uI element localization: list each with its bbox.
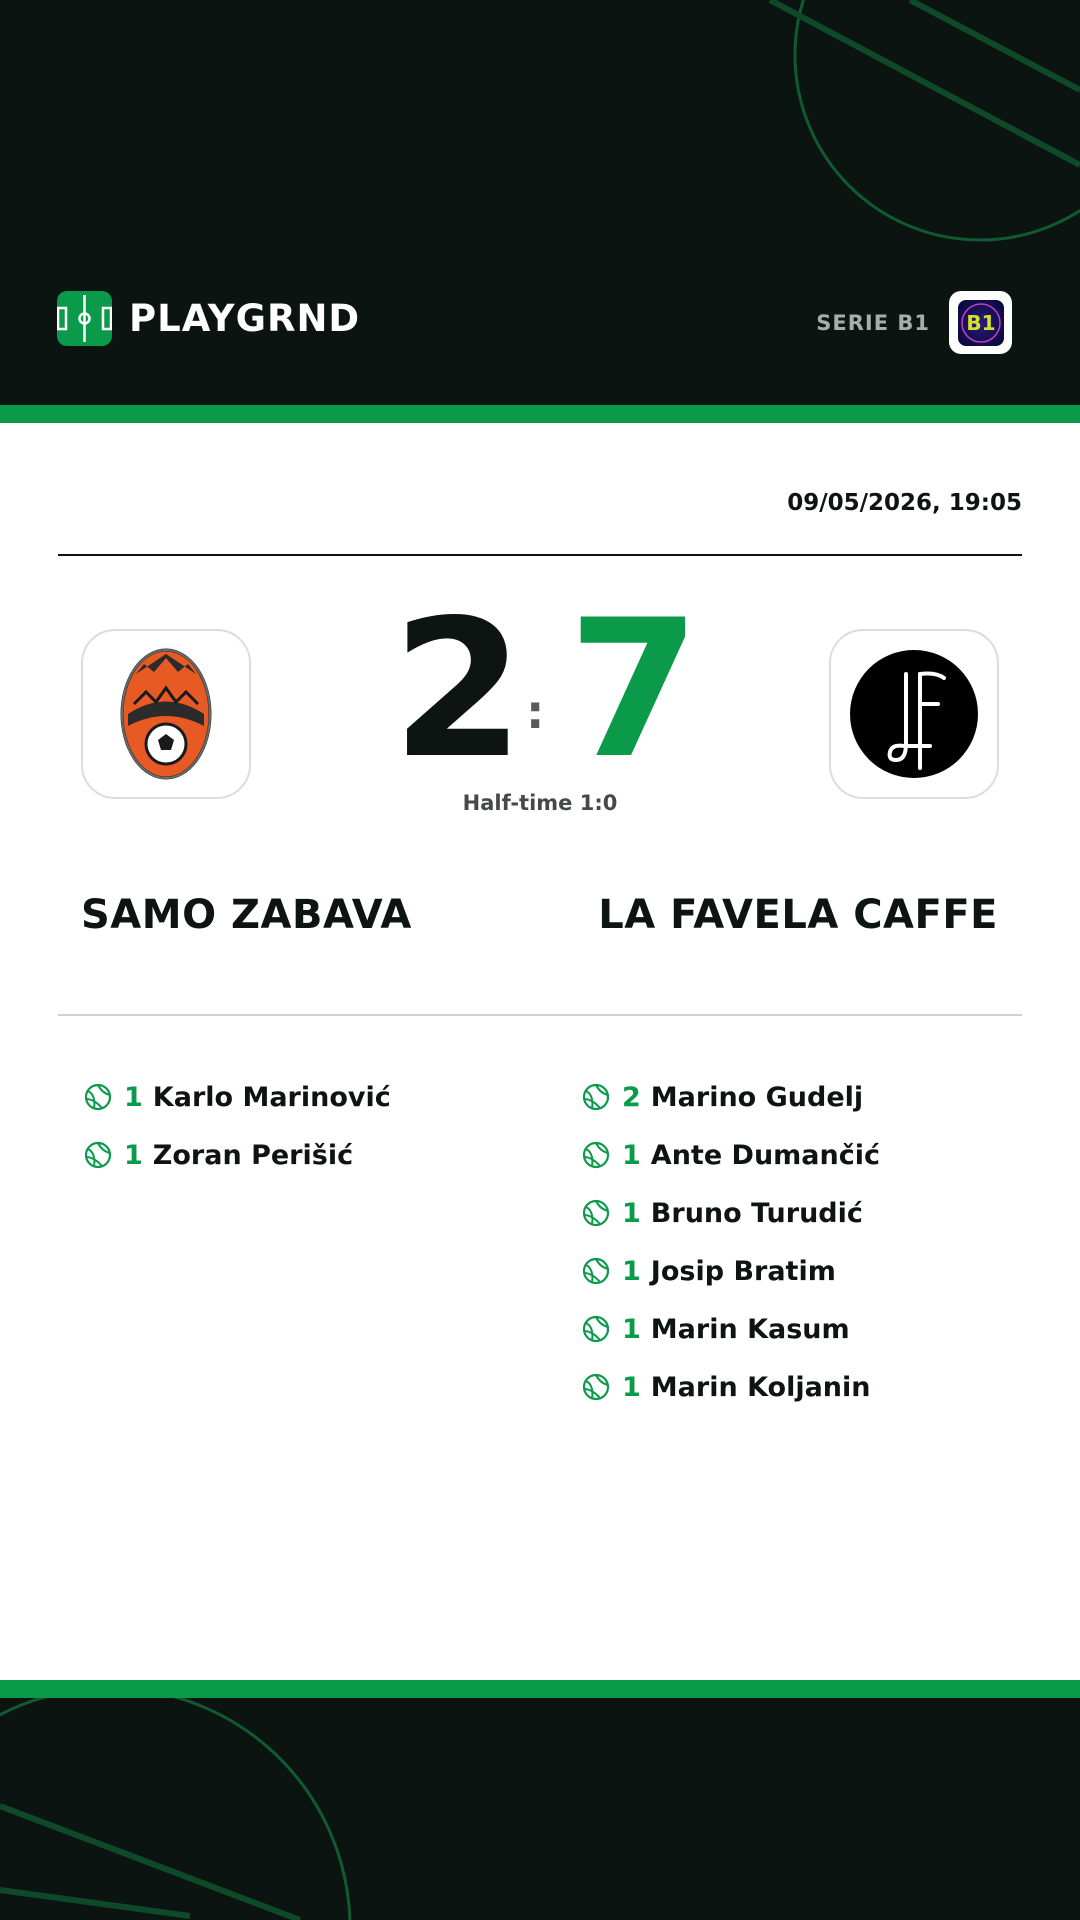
home-team-logo xyxy=(81,629,251,799)
la-favela-caffe-monogram-icon xyxy=(848,648,980,780)
scorer-row xyxy=(582,1184,880,1242)
player-name: Ante Dumančić xyxy=(650,1139,881,1171)
scorer-row xyxy=(582,1300,880,1358)
ball-icon xyxy=(582,1315,610,1343)
halftime-score: Half-time 1:0 xyxy=(462,791,618,815)
goal-count: 1 xyxy=(124,1081,143,1113)
goal-count: 1 xyxy=(622,1371,641,1403)
score-separator: : xyxy=(526,685,545,739)
footer xyxy=(0,1698,1080,1920)
brand xyxy=(57,291,360,346)
accent-bar-bottom xyxy=(0,1680,1080,1698)
scorer-row xyxy=(582,1068,880,1126)
away-team-name: LA FAVELA CAFFE xyxy=(598,892,998,938)
scorer-row xyxy=(582,1126,880,1184)
scorer-row xyxy=(582,1358,880,1416)
player-name: Marin Kasum xyxy=(650,1313,850,1345)
league-badge-text: B1 xyxy=(965,310,996,335)
ball-icon xyxy=(582,1199,610,1227)
goal-count: 1 xyxy=(622,1313,641,1345)
samo-zabava-crest-icon xyxy=(116,644,216,784)
scoreboard xyxy=(340,579,740,800)
divider xyxy=(58,554,1022,556)
home-scorers-list xyxy=(84,1068,391,1184)
home-team-name: SAMO ZABAVA xyxy=(81,892,412,938)
away-score: 7 xyxy=(568,579,701,800)
away-team-logo xyxy=(829,629,999,799)
away-scorers-list xyxy=(582,1068,880,1416)
scorer-row xyxy=(582,1242,880,1300)
player-name: Josip Bratim xyxy=(650,1255,836,1287)
ball-icon xyxy=(84,1083,112,1111)
league xyxy=(816,291,1012,354)
player-name: Bruno Turudić xyxy=(650,1197,863,1229)
scorer-row xyxy=(84,1126,391,1184)
ball-icon xyxy=(84,1141,112,1169)
goal-count: 1 xyxy=(622,1255,641,1287)
ball-icon xyxy=(582,1373,610,1401)
header xyxy=(0,0,1080,405)
scorer-row xyxy=(84,1068,391,1126)
accent-bar-top xyxy=(0,405,1080,423)
divider xyxy=(58,1014,1022,1016)
ball-icon xyxy=(582,1257,610,1285)
pitch-lines-decoration xyxy=(0,1698,1080,1920)
match-datetime: 09/05/2026, 19:05 xyxy=(787,490,1022,516)
league-badge-icon xyxy=(949,291,1012,354)
league-name: SERIE B1 xyxy=(816,310,930,335)
goal-count: 1 xyxy=(124,1139,143,1171)
player-name: Marin Koljanin xyxy=(650,1371,871,1403)
ball-icon xyxy=(582,1141,610,1169)
pitch-icon xyxy=(57,291,112,346)
ball-icon xyxy=(582,1083,610,1111)
goal-count: 1 xyxy=(622,1197,641,1229)
brand-name: PLAYGRND xyxy=(129,297,361,340)
player-name: Zoran Perišić xyxy=(152,1139,354,1171)
goal-count: 2 xyxy=(622,1081,641,1113)
home-score: 2 xyxy=(392,579,525,800)
player-name: Marino Gudelj xyxy=(650,1081,864,1113)
player-name: Karlo Marinović xyxy=(152,1081,391,1113)
goal-count: 1 xyxy=(622,1139,641,1171)
